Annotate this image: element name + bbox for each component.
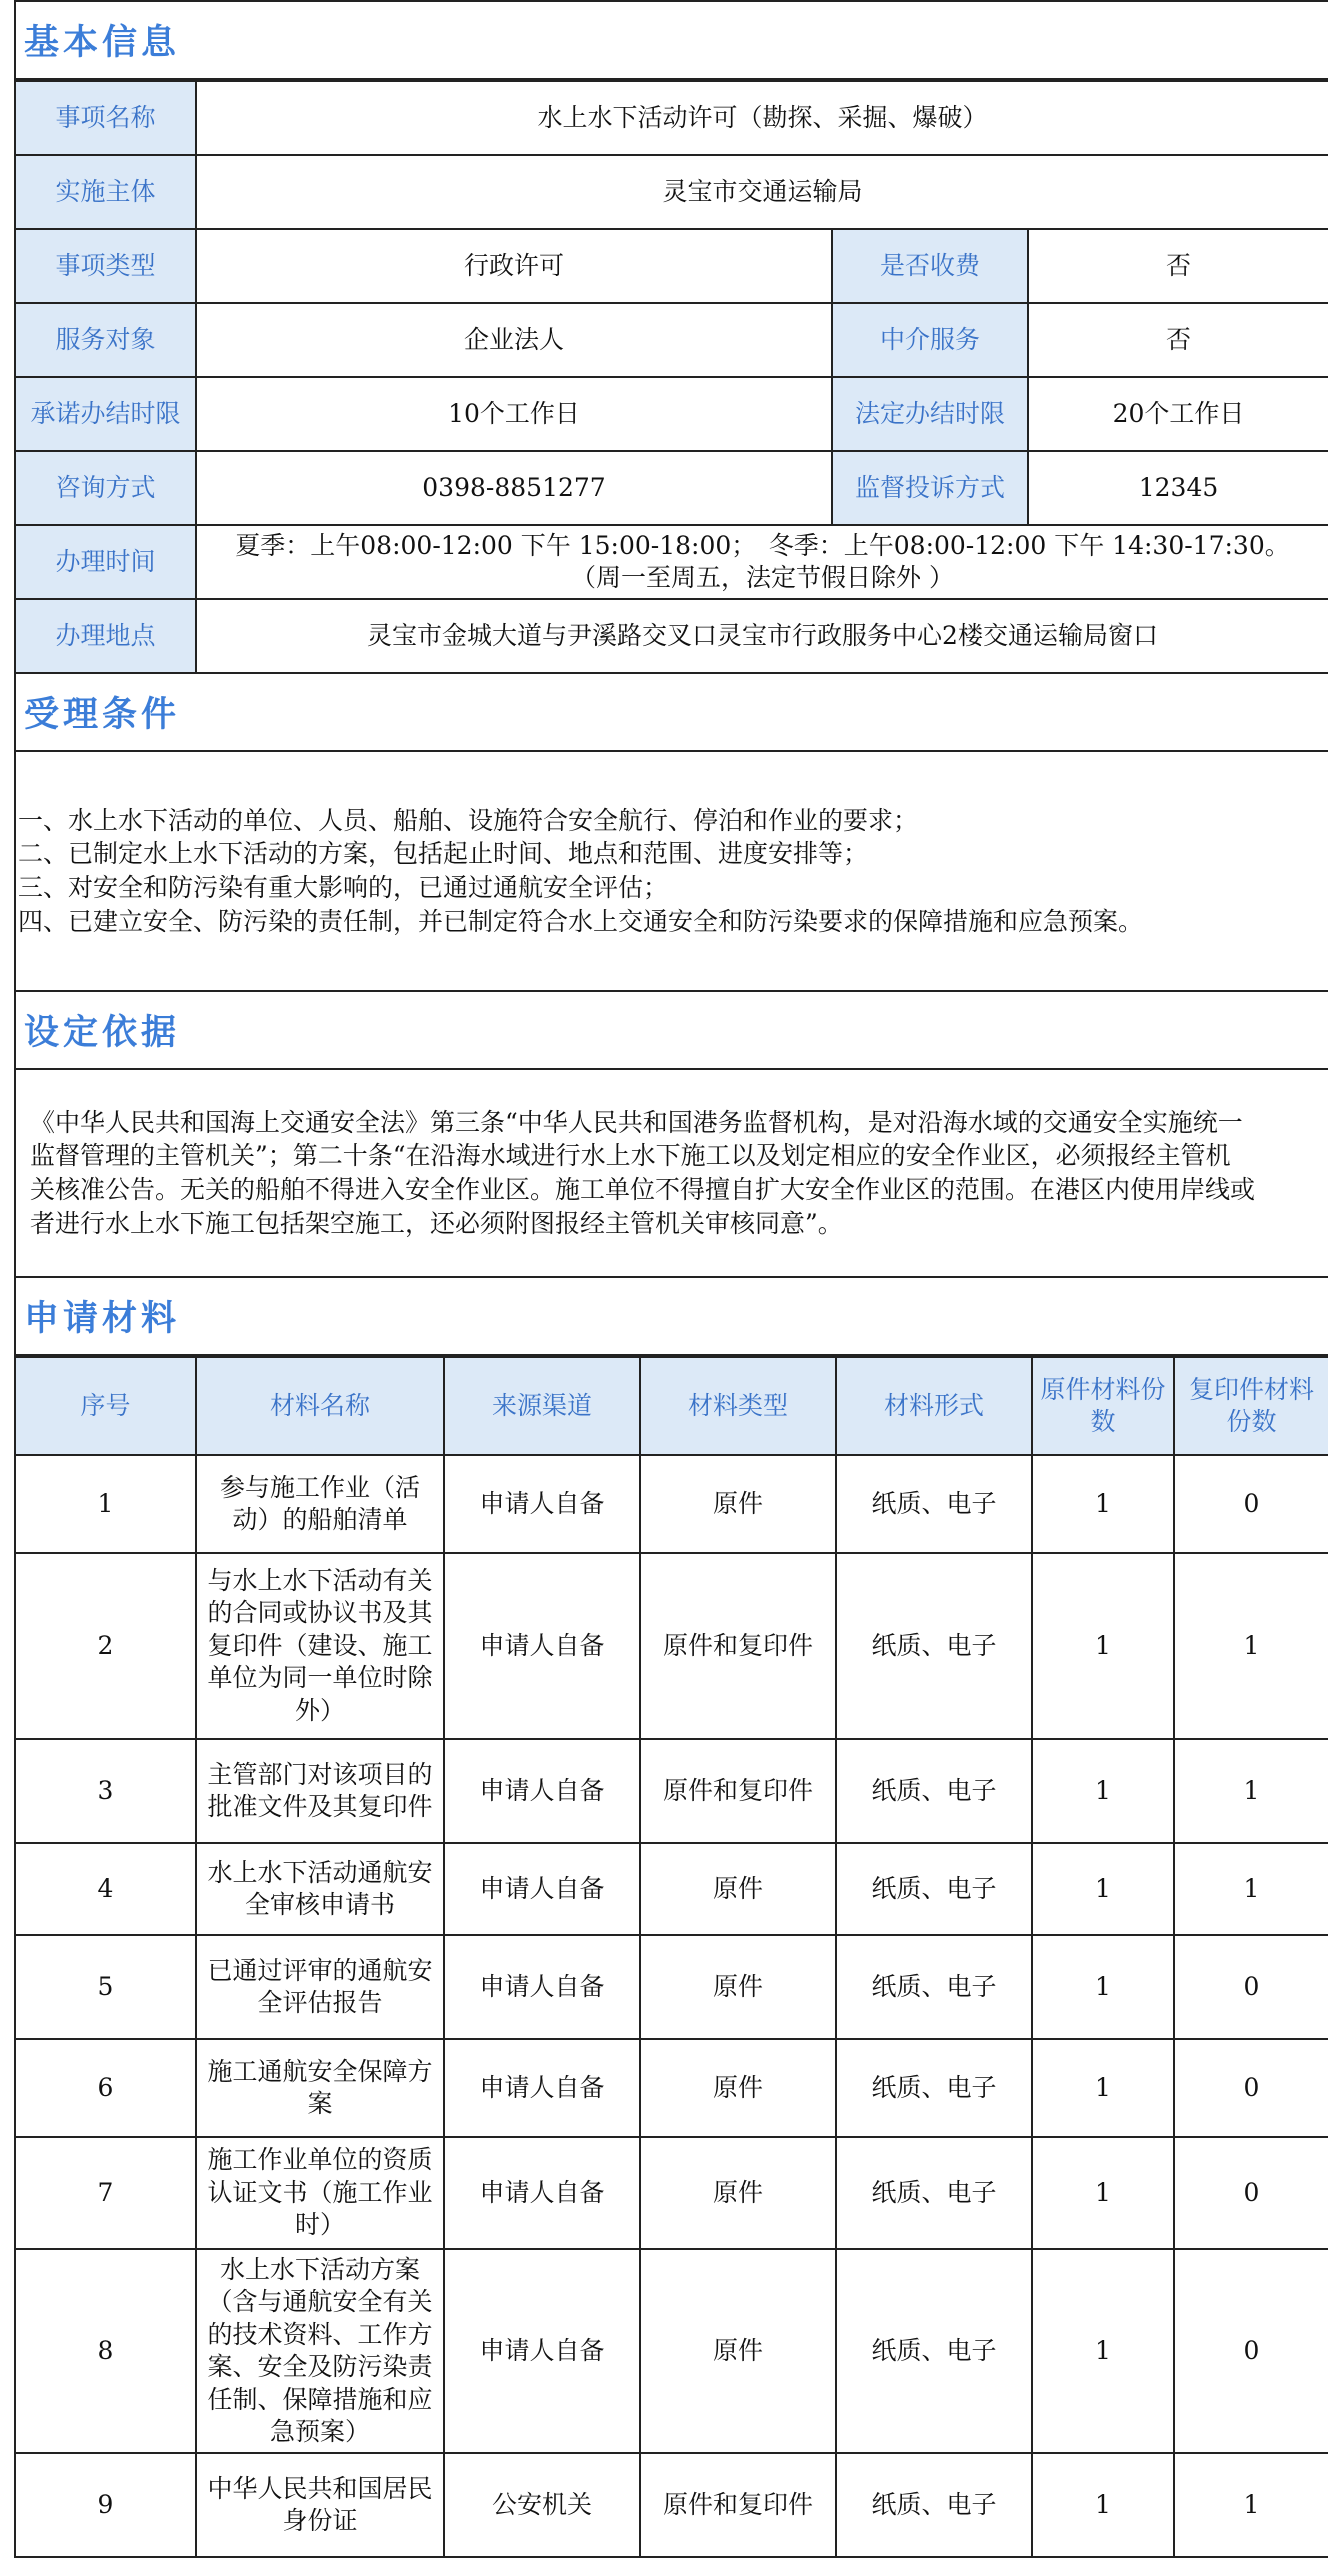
row-source: 申请人自备 <box>444 2137 640 2249</box>
row-no: 1 <box>16 1455 196 1553</box>
basis-line: 监督管理的主管机关”；第二十条“在沿海水域进行水上水下施工以及划定相应的安全作业区，必须报经主管机 <box>30 1141 1231 1171</box>
conditions-text <box>16 752 1328 992</box>
row-source: 公安机关 <box>444 2453 640 2557</box>
place-label: 办理地点 <box>16 599 196 673</box>
row-source: 申请人自备 <box>444 1553 640 1739</box>
row-orig-count: 1 <box>1032 2137 1174 2249</box>
target-value: 企业法人 <box>196 303 832 377</box>
table-row <box>16 1935 1328 2039</box>
table-row <box>16 2249 1328 2453</box>
table-row <box>16 1739 1328 1843</box>
hours-line-2: （周一至周五，法定节假日除外 ） <box>571 563 954 592</box>
row-name: 参与施工作业（活动）的船舶清单 <box>196 1455 444 1553</box>
row-name: 已通过评审的通航安全评估报告 <box>196 1935 444 2039</box>
table-row <box>16 1455 1328 1553</box>
row-no: 7 <box>16 2137 196 2249</box>
agency-value: 否 <box>1028 303 1328 377</box>
place-value: 灵宝市金城大道与尹溪路交叉口灵宝市行政服务中心2楼交通运输局窗口 <box>196 599 1328 673</box>
basis-text <box>16 1070 1328 1278</box>
item-name-value: 水上水下活动许可（勘探、采掘、爆破） <box>196 81 1328 155</box>
table-row <box>16 1843 1328 1935</box>
column-header: 序号 <box>16 1357 196 1455</box>
condition-line: 一、水上水下活动的单位、人员、船舶、设施符合安全航行、停泊和作业的要求； <box>18 805 919 835</box>
row-copy-count: 1 <box>1174 2453 1328 2557</box>
row-no: 5 <box>16 1935 196 2039</box>
legal-value: 20个工作日 <box>1028 377 1328 451</box>
row-type: 原件和复印件 <box>640 1739 836 1843</box>
row-no: 2 <box>16 1553 196 1739</box>
row-form: 纸质、电子 <box>836 1935 1032 2039</box>
row-copy-count: 0 <box>1174 1455 1328 1553</box>
row-form: 纸质、电子 <box>836 1843 1032 1935</box>
row-no: 6 <box>16 2039 196 2137</box>
row-name: 主管部门对该项目的批准文件及其复印件 <box>196 1739 444 1843</box>
row-copy-count: 0 <box>1174 2039 1328 2137</box>
complaint-value: 12345 <box>1028 451 1328 525</box>
sheet <box>14 0 1328 2558</box>
column-header: 原件材料份数 <box>1032 1357 1174 1455</box>
row-form: 纸质、电子 <box>836 1739 1032 1843</box>
row-source: 申请人自备 <box>444 2249 640 2453</box>
row-copy-count: 0 <box>1174 2137 1328 2249</box>
row-no: 3 <box>16 1739 196 1843</box>
row-no: 9 <box>16 2453 196 2557</box>
condition-line: 二、已制定水上水下活动的方案，包括起止时间、地点和范围、进度安排等； <box>18 839 869 869</box>
row-orig-count: 1 <box>1032 1553 1174 1739</box>
row-form: 纸质、电子 <box>836 1553 1032 1739</box>
condition-line: 四、已建立安全、防污染的责任制，并已制定符合水上交通安全和防污染要求的保障措施和应急预案。 <box>18 906 1144 936</box>
row-orig-count: 1 <box>1032 2249 1174 2453</box>
row-orig-count: 1 <box>1032 2453 1174 2557</box>
row-no: 4 <box>16 1843 196 1935</box>
row-name: 中华人民共和国居民身份证 <box>196 2453 444 2557</box>
materials-table <box>16 1356 1328 2558</box>
row-no: 8 <box>16 2249 196 2453</box>
row-orig-count: 1 <box>1032 1843 1174 1935</box>
hours-value <box>196 525 1328 599</box>
row-type: 原件 <box>640 2039 836 2137</box>
column-header: 材料类型 <box>640 1357 836 1455</box>
row-copy-count: 1 <box>1174 1739 1328 1843</box>
row-source: 申请人自备 <box>444 1935 640 2039</box>
consult-label: 咨询方式 <box>16 451 196 525</box>
row-type: 原件 <box>640 2249 836 2453</box>
promise-label: 承诺办结时限 <box>16 377 196 451</box>
row-name: 施工通航安全保障方案 <box>196 2039 444 2137</box>
row-source: 申请人自备 <box>444 1843 640 1935</box>
row-type: 原件 <box>640 1935 836 2039</box>
basis-line: 者进行水上水下施工包括架空施工，还必须附图报经主管机关审核同意”。 <box>30 1208 843 1238</box>
basis-header: 设定依据 <box>16 992 1328 1070</box>
column-header: 来源渠道 <box>444 1357 640 1455</box>
row-name: 水上水下活动方案（含与通航安全有关的技术资料、工作方案、安全及防污染责任制、保障措施和应急预案） <box>196 2249 444 2453</box>
basic-info-table <box>16 80 1328 674</box>
agency-label: 中介服务 <box>832 303 1028 377</box>
type-label: 事项类型 <box>16 229 196 303</box>
row-name: 与水上水下活动有关的合同或协议书及其复印件（建设、施工单位为同一单位时除外） <box>196 1553 444 1739</box>
column-header: 材料名称 <box>196 1357 444 1455</box>
consult-value: 0398-8851277 <box>196 451 832 525</box>
fee-label: 是否收费 <box>832 229 1028 303</box>
basis-line: 关核准公告。无关的船舶不得进入安全作业区。施工单位不得擅自扩大安全作业区的范围。在港区内使用岸线或 <box>30 1175 1256 1204</box>
row-copy-count: 1 <box>1174 1843 1328 1935</box>
materials-header: 申请材料 <box>16 1278 1328 1356</box>
row-type: 原件 <box>640 2137 836 2249</box>
row-source: 申请人自备 <box>444 2039 640 2137</box>
row-orig-count: 1 <box>1032 2039 1174 2137</box>
row-name: 水上水下活动通航安全审核申请书 <box>196 1843 444 1935</box>
legal-label: 法定办结时限 <box>832 377 1028 451</box>
row-form: 纸质、电子 <box>836 2039 1032 2137</box>
hours-line-1: 夏季：上午08:00-12:00 下午 15:00-18:00； 冬季：上午08:00-12:00 下午 14:30-17:30。 <box>235 530 1290 560</box>
row-orig-count: 1 <box>1032 1455 1174 1553</box>
row-copy-count: 0 <box>1174 1935 1328 2039</box>
row-orig-count: 1 <box>1032 1739 1174 1843</box>
row-type: 原件 <box>640 1455 836 1553</box>
column-header: 复印件材料份数 <box>1174 1357 1328 1455</box>
row-form: 纸质、电子 <box>836 2453 1032 2557</box>
row-source: 申请人自备 <box>444 1455 640 1553</box>
condition-line: 三、对安全和防污染有重大影响的，已通过通航安全评估； <box>18 873 669 902</box>
subject-label: 实施主体 <box>16 155 196 229</box>
type-value: 行政许可 <box>196 229 832 303</box>
target-label: 服务对象 <box>16 303 196 377</box>
item-name-label: 事项名称 <box>16 81 196 155</box>
row-type: 原件和复印件 <box>640 2453 836 2557</box>
basis-line: 《中华人民共和国海上交通安全法》第三条“中华人民共和国港务监督机构，是对沿海水域的交通安全实施统一 <box>30 1107 1243 1137</box>
fee-value: 否 <box>1028 229 1328 303</box>
table-row <box>16 2039 1328 2137</box>
row-form: 纸质、电子 <box>836 2137 1032 2249</box>
row-copy-count: 1 <box>1174 1553 1328 1739</box>
basic-info-header: 基本信息 <box>16 0 1328 80</box>
hours-label: 办理时间 <box>16 525 196 599</box>
row-copy-count: 0 <box>1174 2249 1328 2453</box>
row-type: 原件和复印件 <box>640 1553 836 1739</box>
table-row <box>16 2137 1328 2249</box>
promise-value: 10个工作日 <box>196 377 832 451</box>
table-row <box>16 2453 1328 2557</box>
complaint-label: 监督投诉方式 <box>832 451 1028 525</box>
row-orig-count: 1 <box>1032 1935 1174 2039</box>
row-source: 申请人自备 <box>444 1739 640 1843</box>
column-header: 材料形式 <box>836 1357 1032 1455</box>
row-type: 原件 <box>640 1843 836 1935</box>
subject-value: 灵宝市交通运输局 <box>196 155 1328 229</box>
row-name: 施工作业单位的资质认证文书（施工作业时） <box>196 2137 444 2249</box>
table-row <box>16 1553 1328 1739</box>
conditions-header: 受理条件 <box>16 674 1328 752</box>
row-form: 纸质、电子 <box>836 1455 1032 1553</box>
row-form: 纸质、电子 <box>836 2249 1032 2453</box>
